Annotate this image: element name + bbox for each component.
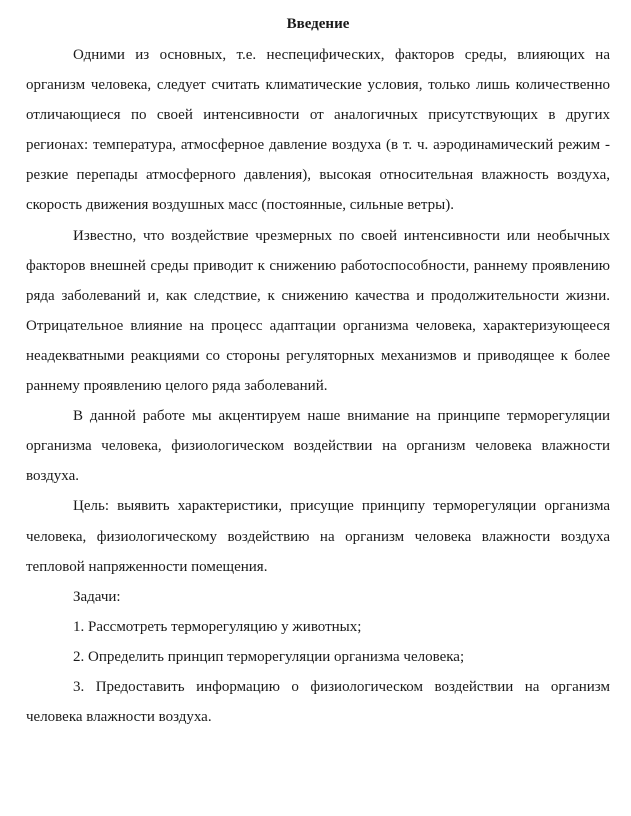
paragraph-climate-factors: Одними из основных, т.е. неспецифических, факторов среды, влияющих на организм человека, следует считать климатические условия, только лишь количественно отличающиеся по своей интенсивности от аналогичных присутствующих в других регионах: температура, атмосферное давление воздуха (в т. ч. аэродинамический режим - резкие перепады атмосферного давления), высокая относительная влажность воздуха, скорость движения воздушных масс (постоянные, сильные ветры). [26, 47, 610, 214]
task-item-2: 2. Определить принцип терморегуляции организма человека; [73, 648, 465, 665]
paragraph-focus: В данной работе мы акцентируем наше внимание на принципе терморегуляции организма человека, физиологическом воздействии на организм человека влажности воздуха. [26, 408, 610, 485]
paragraph-environment-impact: Известно, что воздействие чрезмерных по своей интенсивности или необычных факторов внешней среды приводит к снижению работоспособности, раннему проявлению ряда заболеваний и, как следствие, к снижению качества и продолжительности жизни. Отрицательное влияние на процесс адаптации организма человека, характеризующееся неадекватными реакциями со стороны регуляторных механизмов и приводящее к более раннему проявлению целого ряда заболеваний. [26, 227, 610, 395]
document-title: Введение [286, 16, 350, 32]
task-item-1: 1. Рассмотреть терморегуляцию у животных; [73, 618, 362, 635]
task-item-3: 3. Предоставить информацию о физиологическом воздействии на организм человека влажности воздуха. [26, 678, 610, 726]
document-page [26, 14, 610, 732]
tasks-heading: Задачи: [73, 588, 121, 605]
paragraph-goal: Цель: выявить характеристики, присущие принципу терморегуляции организма человека, физиологическому воздействию на организм человека влажности воздуха тепловой напряженности помещения. [26, 498, 610, 575]
